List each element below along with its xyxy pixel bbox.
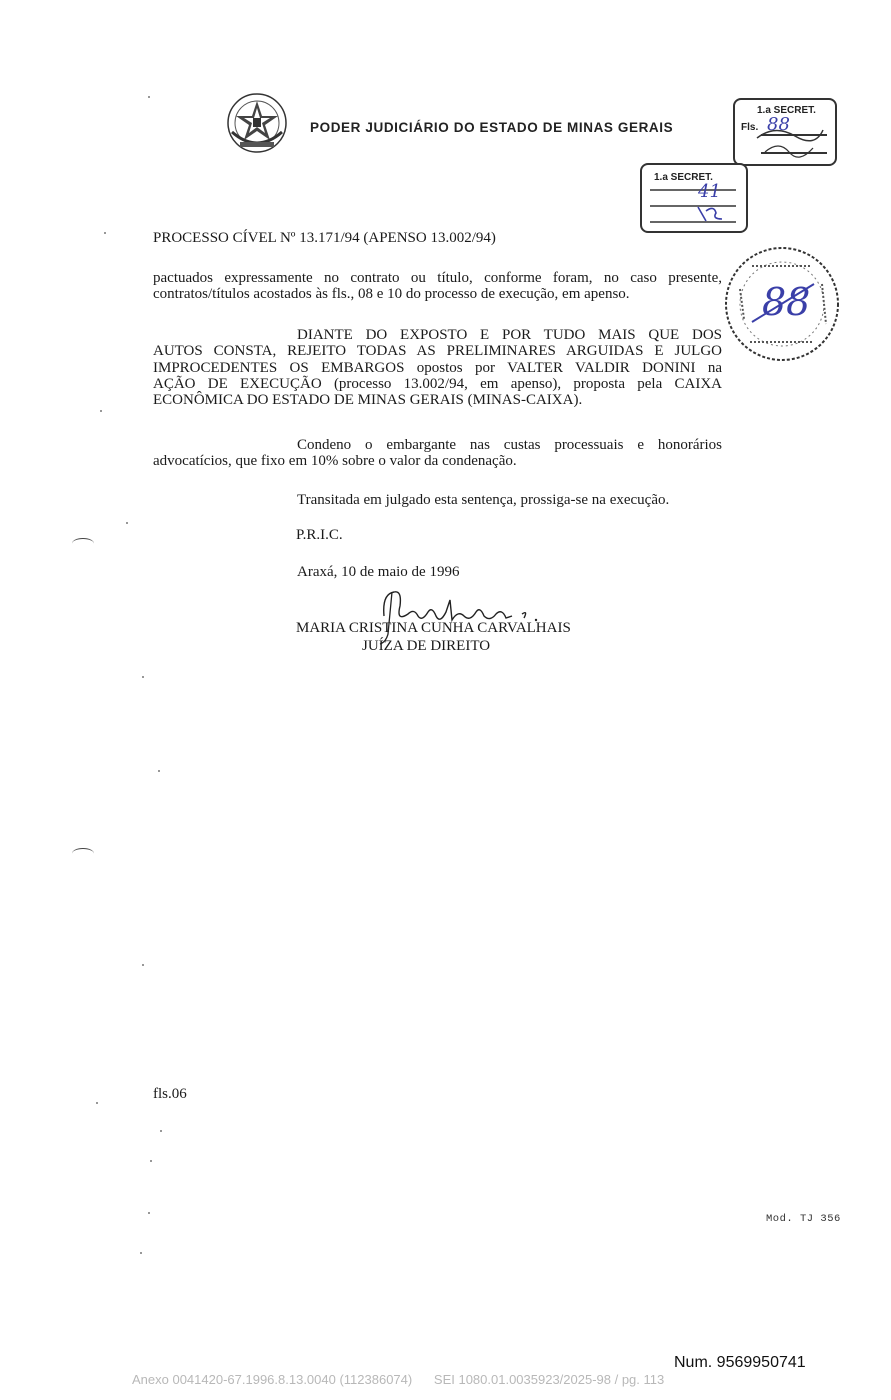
scan-speck — [150, 1160, 152, 1162]
annex-footer: Anexo 0041420-67.1996.8.13.0040 (112386074) SEI 1080.01.0035923/2025-98 / pg. 113 — [132, 1372, 665, 1387]
scan-speck — [142, 676, 144, 678]
scan-speck — [96, 1102, 98, 1104]
scan-speck — [100, 410, 102, 412]
paragraph-3 — [153, 437, 722, 470]
stamp-label: 1.a SECRET. — [757, 105, 816, 116]
text-line: advocatícios, que fixo em 10% sobre o valor da condenação. — [153, 453, 517, 470]
stamp-prefix: Fls. — [741, 122, 759, 133]
stamp-handwritten-number: 88 — [767, 114, 790, 135]
scan-speck — [148, 96, 150, 98]
signature-scribble-icon — [755, 118, 825, 158]
paragraph-4: Transitada em julgado esta sentença, prossiga-se na execução. — [297, 492, 670, 508]
paragraph-2 — [153, 327, 722, 408]
hole-punch-mark — [72, 848, 94, 859]
text-line: DIANTE DO EXPOSTO E POR TUDO MAIS QUE DOS — [297, 327, 722, 343]
text-line: pactuados expressamente no contrato ou título, conforme foram, no caso presente, — [153, 270, 722, 286]
round-stamp-handwritten-number: 88 — [762, 280, 811, 324]
form-model-code: Mod. TJ 356 — [766, 1213, 841, 1225]
text-line: AUTOS CONSTA, REJEITO TODAS AS PRELIMINARES ARGUIDAS E JULGO — [153, 343, 722, 360]
signatory-role: JUÍZA DE DIREITO — [362, 638, 491, 654]
secretary-stamp-1 — [733, 98, 837, 166]
state-coat-of-arms-icon — [226, 92, 288, 154]
stamp-handwritten-number: 41 — [698, 181, 721, 202]
place-date: Araxá, 10 de maio de 1996 — [297, 564, 460, 580]
text-line: contratos/títulos acostados às fls., 08 e 10 do processo de execução, em apenso. — [153, 286, 630, 303]
pric-line: P.R.I.C. — [296, 527, 343, 543]
document-header-title: PODER JUDICIÁRIO DO ESTADO DE MINAS GERAIS — [310, 120, 674, 135]
hole-punch-mark — [72, 538, 94, 549]
scan-speck — [140, 1252, 142, 1254]
paragraph-1 — [153, 270, 722, 303]
text-line: ECONÔMICA DO ESTADO DE MINAS GERAIS (MINAS-CAIXA). — [153, 392, 583, 409]
scan-speck — [158, 770, 160, 772]
stamp-label: 1.a SECRET. — [654, 172, 713, 183]
scan-speck — [126, 522, 128, 524]
process-title: PROCESSO CÍVEL Nº 13.171/94 (APENSO 13.002/94) — [153, 230, 496, 246]
secretary-stamp-2 — [640, 163, 748, 233]
text-line: AÇÃO DE EXECUÇÃO (processo 13.002/94, em apenso), proposta pela CAIXA — [153, 375, 722, 392]
page-folio: fls.06 — [153, 1086, 187, 1102]
signatory-name: MARIA CRISTINA CUNHA CARVALHAIS — [296, 620, 571, 636]
text-line: IMPROCEDENTES OS EMBARGOS opostos por VALTER VALDIR DONINI na — [153, 359, 722, 376]
scan-speck — [104, 232, 106, 234]
scan-speck — [142, 964, 144, 966]
handwritten-signature-icon — [378, 586, 548, 646]
document-number: Num. 9569950741 — [674, 1354, 806, 1371]
scan-speck — [148, 1212, 150, 1214]
scan-speck — [160, 1130, 162, 1132]
handwritten-mark-icon — [694, 203, 734, 225]
text-line: Condeno o embargante nas custas processuais e honorários — [297, 437, 722, 453]
